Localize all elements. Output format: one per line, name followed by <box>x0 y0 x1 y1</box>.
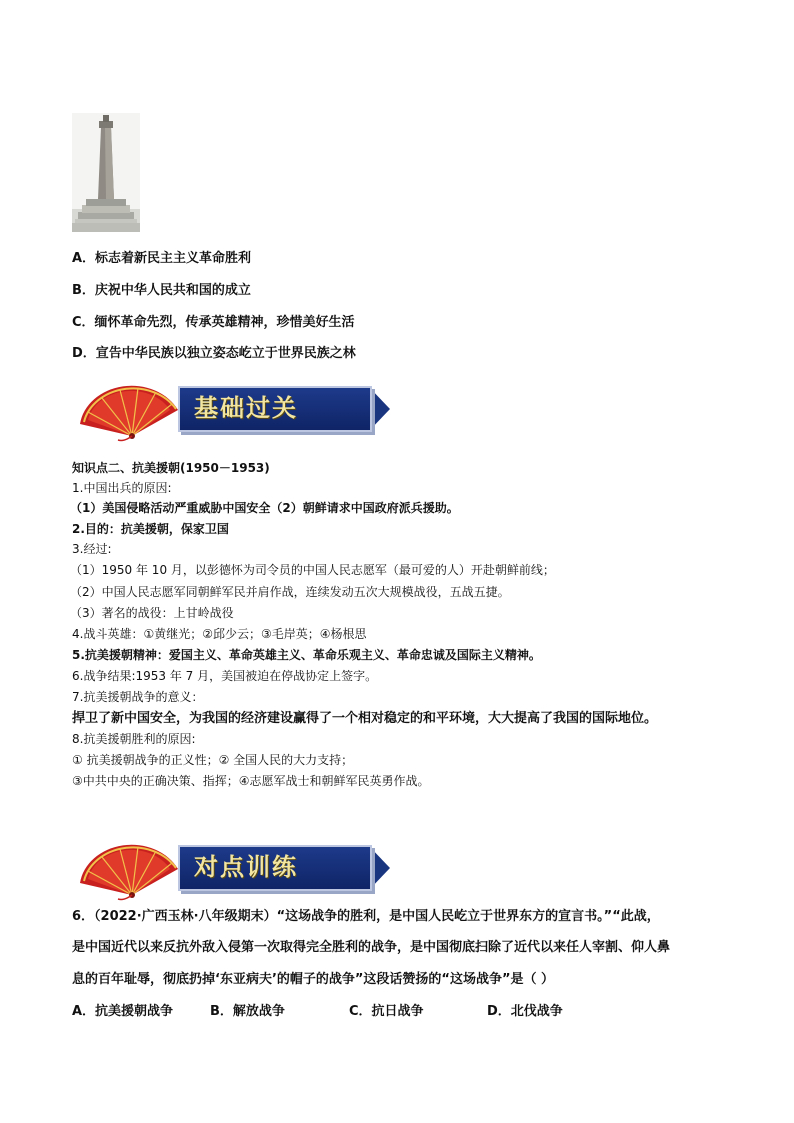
knowledge-line: 8.抗美援朝胜利的原因: <box>72 732 196 746</box>
banner-title: 基础过关 <box>194 393 298 422</box>
section-banner-practice <box>74 835 394 901</box>
q6-option-a: A．抗美援朝战争 <box>72 1004 174 1019</box>
knowledge-line: （1）1950 年 10 月，以彭德怀为司令员的中国人民志愿军（最可爱的人）开赴朝鲜前线； <box>70 563 555 577</box>
option-a: A．标志着新民主主义革命胜利 <box>72 251 252 266</box>
question-6-line: 6．（2022·广西玉林·八年级期末）“这场战争的胜利，是中国人民屹立于世界东方的宣言书。”“此战， <box>72 909 660 924</box>
q6-option-b: B．解放战争 <box>210 1004 285 1019</box>
knowledge-heading: 知识点二、抗美援朝(1950－1953) <box>72 461 270 475</box>
knowledge-line: 4.战斗英雄：①黄继光；②邱少云；③毛岸英；④杨根思 <box>72 627 367 641</box>
option-b: B．庆祝中华人民共和国的成立 <box>72 283 251 298</box>
knowledge-line: 6.战争结果:1953 年 7 月，美国被迫在停战协定上签字。 <box>72 669 378 683</box>
q6-option-c: C．抗日战争 <box>349 1004 424 1019</box>
knowledge-line: ③中共中央的正确决策、指挥；④志愿军战士和朝鲜军民英勇作战。 <box>72 774 430 788</box>
knowledge-line <box>72 521 229 538</box>
monument-photo <box>72 113 140 232</box>
question-6-line: 息的百年耻辱，彻底扔掉‘东亚病夫’的帽子的战争”这段话赞扬的“这场战争”是（ ） <box>72 972 555 987</box>
knowledge-line: 7.抗美援朝战争的意义： <box>72 690 204 704</box>
option-c: C．缅怀革命先烈，传承英雄精神，珍惜美好生活 <box>72 315 355 330</box>
knowledge-line-text: 2.目的：抗美援朝，保家卫国 <box>72 522 229 536</box>
knowledge-line: （2）中国人民志愿军同朝鲜军民并肩作战，连续发动五次大规模战役，五战五捷。 <box>70 585 510 599</box>
knowledge-line: 捍卫了新中国安全，为我国的经济建设赢得了一个相对稳定的和平环境，大大提高了我国的国际地位。 <box>72 711 658 726</box>
question-6-line: 是中国近代以来反抗外敌入侵第一次取得完全胜利的战争，是中国彻底扫除了近代以来任人宰割、仰人鼻 <box>72 940 671 955</box>
knowledge-line: 5.抗美援朝精神：爱国主义、革命英雄主义、革命乐观主义、革命忠诚及国际主义精神。 <box>72 648 541 662</box>
section-banner-basics <box>74 376 394 442</box>
banner-title: 对点训练 <box>194 852 298 881</box>
knowledge-line: 3.经过: <box>72 542 112 556</box>
knowledge-line: （3）著名的战役：上甘岭战役 <box>70 606 234 620</box>
knowledge-line: ① 抗美援朝战争的正义性；② 全国人民的大力支持； <box>72 753 354 767</box>
fan-icon <box>74 835 184 901</box>
option-d: D．宣告中华民族以独立姿态屹立于世界民族之林 <box>72 346 356 361</box>
fan-icon <box>74 376 184 442</box>
knowledge-line: （1）美国侵略活动严重威胁中国安全（2）朝鲜请求中国政府派兵援助。 <box>70 501 459 515</box>
q6-option-d: D．北伐战争 <box>487 1004 563 1019</box>
knowledge-line: 1.中国出兵的原因: <box>72 481 172 495</box>
